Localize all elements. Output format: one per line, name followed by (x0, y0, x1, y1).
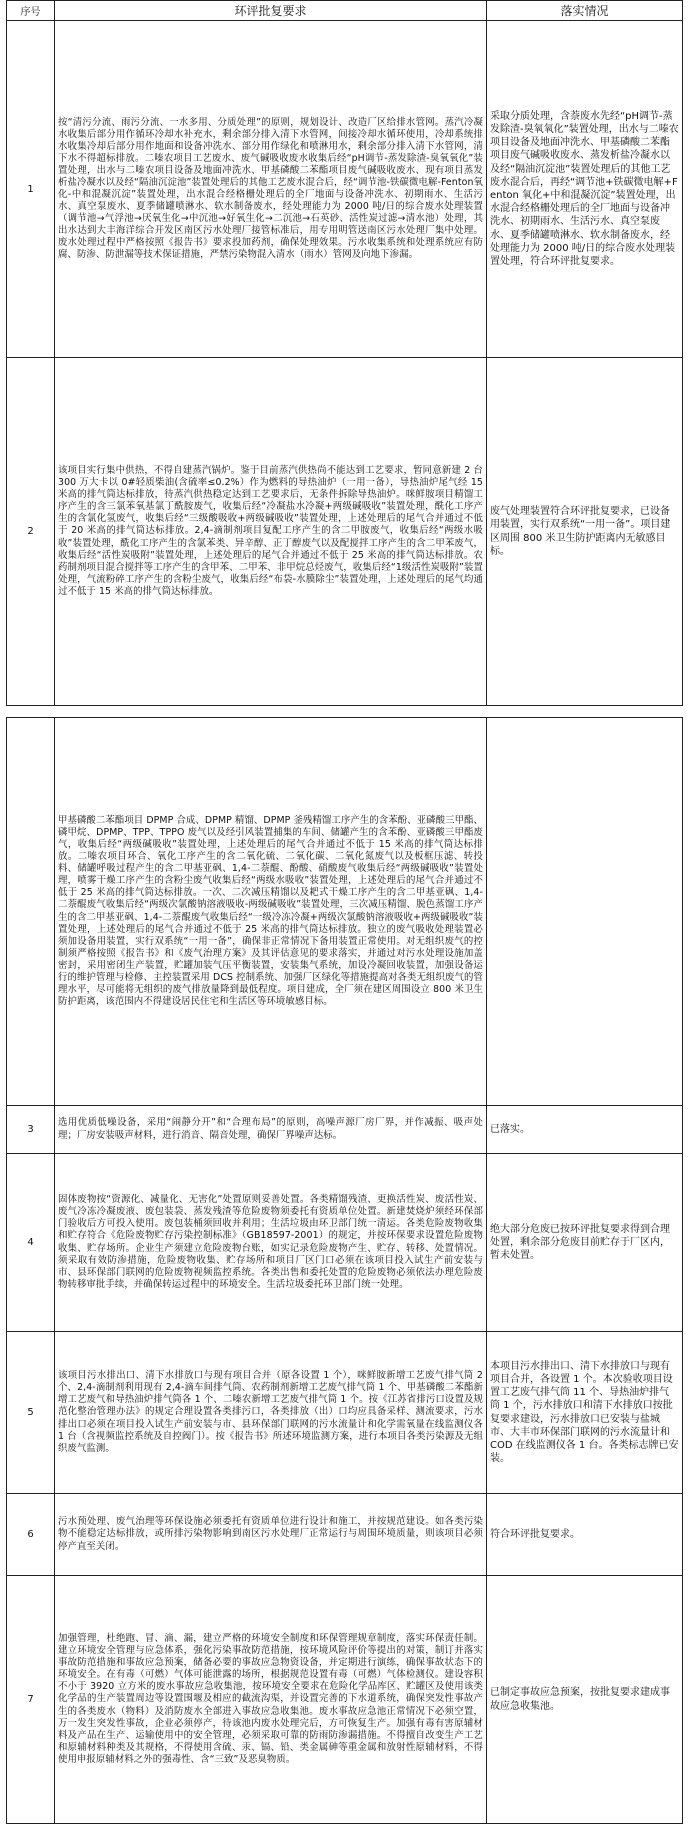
requirement-cell (55, 1576, 487, 1824)
implementation-text: 废气处理装置符合环评批复要求，已设备用装置，实行双系统“一用一备”。项目建区周围 800 米卫生防护距离内无敏感目标。 (490, 506, 671, 557)
requirement-cell (55, 718, 487, 1106)
table-row (7, 1494, 683, 1576)
implementation-text: 已制定事故应急预案，按批复要求建成事故应急收集池。 (490, 1687, 670, 1712)
table-row (7, 1106, 683, 1154)
implementation-text: 本项目污水排出口、清下水排放口与现有项目合并，各设置 1 个。本次验收项目设置工艺废气排气筒 11 个、导热油炉排气筒 1 个，污水排放口和清下水排放口按批复要求建设，污水排放口已安装与盐城市、大丰市环保部门联网的污水流量计和 COD 在线监测仪各 1 台。各类标志牌已安装。 (490, 1360, 679, 1465)
implementation-cell (487, 1154, 683, 1332)
implementation-text: 采取分质处理，含萘废水先经“pH调节-蒸发除渣-臭氧氧化”装置处理，出水与二嗪农项目设备及地面冲洗水、甲基磷酸二苯酯项目废气碱吸收废水、蒸发析盐冷凝水以及经“隔油沉淀池”装置处理后的其他工艺废水混合后，再经“调节池+铁碳微电解+Fenton 氧化+中和混凝沉淀”装置处理，出水混合经格栅处理后的全厂地面与设备冲洗水、初期雨水、生活污水、真空泵废水、夏季储罐喷淋水、软水制备废水，经处理能力为 2000 吨/日的综合废水处理装置处理，符合环评批复要求。 (490, 110, 679, 267)
header-implementation: 落实情况 (487, 1, 683, 21)
row-number: 5 (7, 1332, 55, 1494)
requirement-text: 固体废物按“资源化、减量化、无害化”处置原则妥善处置。各类精馏残渣、更换活性炭、废活性炭、废气冷冻冷凝废液、废包装袋、蒸发残渣等危险废物须委托有资质单位处置。新建焚烧炉须经环保部门验收后方可投入使用。废包装桶须回收并利用；生活垃圾由环卫部门统一清运。各类危险废物收集和贮存符合《危险废物贮存污染控制标准》（GB18597-2001）的规定，并按环保要求设置危险废物收集、贮存场所。企业生产须建立危险废物台账，如实记录危险废物产生、贮存、转移、处置情况。须采取有效防渗措施，危险废物收集、贮存场所和项目厂区门口必须在该项目投入试生产前安装与市、县环保部门联网的危险废物视频监控系统。各类出售和委托处置的危险废物必须依法办理危险废物转移审批手续，并确保转运过程中的环境安全。生活垃圾委托环卫部门统一处理。 (58, 1194, 483, 1290)
implementation-text: 已落实。 (490, 1123, 530, 1135)
implementation-cell (487, 1576, 683, 1824)
row-number: 3 (7, 1106, 55, 1154)
requirement-text: 加强管理，杜绝跑、冒、滴、漏，建立严格的环境安全制度和环保管理规章制度，落实环保责任制。建立环境安全管理与应急体系，强化污染事故防范措施，按环境风险评价等提出的对策，制订并落实事故防范措施和事故应急预案，储备必要的事故应急物资设备，并定期进行演练，确保事故状态下的环境安全。在有毒（可燃）气体可能泄露的场所，根据规范设置有毒（可燃）气体检测仪。建设容积不小于 3920 立方米的废水事故应急收集池，按环境安全要求在危险化学品库区、贮罐区及使用该类化学品的生产装置周边等设置围堰及相应的截流沟渠，并设置完善的下水道系统，确保突发性事故产生的各类废水（物料）及消防废水全部进入事故应急收集池。废水事故应急池正常情况下必须空置，万一发生突发性事故，企业必须停产，待该池内废水处理完后，方可恢复生产。加强有毒有害原辅材料及产品在生产、运输使用中的安全管理，必须采取可靠的防雨防渗漏措施。不得擅自改变生产工艺和原辅材料种类及其规格，不得使用含硫、汞、镉、铅、类金属砷等重金属和放射性原辅材料，不得使用申报原辅材料之外的强毒性、含“三致”及恶臭物质。 (58, 1633, 483, 1765)
row-number: 1 (7, 21, 55, 358)
table-row (7, 1154, 683, 1332)
approval-table (6, 0, 683, 1824)
requirement-cell (55, 1332, 487, 1494)
requirement-cell (55, 358, 487, 706)
requirement-cell (55, 1106, 487, 1154)
implementation-cell (487, 718, 683, 1106)
table-row (7, 1332, 683, 1494)
header-requirements: 环评批复要求 (55, 1, 487, 21)
requirement-cell (55, 1154, 487, 1332)
row-number: 7 (7, 1576, 55, 1824)
implementation-cell (487, 358, 683, 706)
implementation-cell (487, 1332, 683, 1494)
table-header-row (7, 1, 683, 21)
requirement-text: 甲基磷酸二苯酯项目 DPMP 合成、DPMP 精馏、DPMP 釜残精馏工序产生的含苯酚、亚磷酸三甲酯、磷甲烷、DPMP、TPP、TPPO 废气以及经引风装置捕集的车间、储罐产生的含苯酚、亚磷酸三甲酯废气，收集后经“两级碱吸收”装置处理，上述处理后的尾气合并通过不低于 15 米高的排气筒达标排放。二嗪农项目环合、氧化工序产生的含二氧化硫、二氧化碳、二氧化氮废气以及板框压滤、转投料、储罐呼吸过程产生的含二甲基亚砜、1,4-二萘醌、酚酸、硝酸废气收集后经“两级碱吸收”装置处理，喷雾干燥工序产生的含粉尘废气收集后经“两级水吸收”装置处理，上述处理后的尾气合并通过不低于 25 米高的排气筒达标排放。一次、二次减压精馏以及耙式干燥工序产生的含二甲基亚砜、1,4-二萘醌废气收集后经“两级次氯酸钠溶液吸收-两级碱吸收”装置处理，三次减压精馏、脱色蒸馏工序产生的含二甲基亚砜、1,4-二萘醌废气收集后经“一级冷冻冷凝+两级次氯酸钠溶液吸收+两级碱吸收”装置处理，上述处理后的尾气合并通过不低于 25 米高的排气筒达标排放。独立的废气吸收处理装置必须加设备用装置，实行双系统“一用一备”，确保非正常情况下备用装置正常使用。对无组织废气的控制须严格按照《报告书》和《废气治理方案》及其评估意见的要求落实，并通过对污水处理设施加盖密封，采用密闭生产装置，贮罐加装气压平衡装置，安装集气系统，加设冷凝回收装置，加强设备运行的维护管理与检修、主控装置采用 DCS 控制系统、加强厂区绿化等措施提高对各类无组织废气的管理水平，尽可能将无组织的废气排放量降到最低程度。项目建成，全厂须在建区周围设立 800 米卫生防护距离，该范围内不得建设居民住宅和生活区等环境敏感目标。 (58, 815, 483, 1007)
implementation-text: 绝大部分危废已按环评批复要求得到合理处置，剩余部分危废目前贮存于厂区内，暂未处置。 (490, 1223, 670, 1262)
requirement-text: 该项目实行集中供热，不得自建蒸汽锅炉。鉴于目前蒸汽供热尚不能达到工艺要求，暂同意新建 2 台 300 万大卡以 0#轻质柴油(含硫率≤0.2%）作为燃料的导热油炉（一用一备），导热油炉尾气经 15 米高的排气筒达标排放，待蒸汽供热稳定达到工艺要求后，无条件拆除导热油炉。咪鲜胺项目精馏工序产生的含三氯苯氧基氯丁酰胺废气，收集后经“冷凝盐水冷凝+两级碱吸收”装置处理，酰化工序产生的含氯化氢废气，收集后经“三级酸吸收+两级碱吸收”装置处理，上述处理后的尾气合并通过不低于 20 米高的排气筒达标排放。2,4-滴制剂项目复配工序产生的含二甲胺废气，收集后经“两级水吸收”装置处理，酰化工序产生的含氯苯类、异辛醇、正丁醇废气以及配搅拌工序产生的含二甲苯废气，收集后经“活性炭吸附”装置处理，上述处理后的尾气合并通过不低于 25 米高的排气筒达标排放。农药制剂项目混合搅拌等工序产生的含甲苯、二甲苯、非甲烷总烃废气，收集后经“1级活性炭吸附”装置处理，气流粉碎工序产生的含粉尘废气，收集后经“布袋-水膜除尘”装置处理，上述处理后的尾气均通过不低于 15 米高的排气筒达标排放。 (58, 465, 483, 597)
requirement-text: 该项目污水排出口、清下水排放口与现有项目合并（原各设置 1 个），咪鲜胺新增工艺废气排气筒 2 个、2,4-滴制剂利用现有 2,4-滴车间排气筒、农药制剂新增工艺废气排气筒 1 个、甲基磷酸二苯酯新增工艺废气和导热油炉排气筒各 1 个、二嗪农新增工艺废气排气筒 1 个。按《江苏省排污口设置及规范化整治管理办法》的规定合理设置各类排污口，各类排放（出）口均应具备采样、测流要求，污水排出口必须在项目投入试生产前安装与市、县环保部门联网的污水流量计和化学需氧量在线监测仪各 1 台（含视频监控系统及自控阀门）。按《报告书》所述环境监测方案，进行本项目各类污染源及无组织废气监测。 (58, 1370, 483, 1454)
table-row (7, 358, 683, 706)
row-number (7, 718, 55, 1106)
table-row (7, 1576, 683, 1824)
requirement-text: 污水预处理、废气治理等环保设施必须委托有资质单位进行设计和施工，并按规范建设。如各类污染物不能稳定达标排放，或所排污染物影响到南区污水处理厂正常运行与周围环境质量，则该项目必须停产直至关闭。 (58, 1516, 483, 1552)
requirement-text: 按“清污分流、雨污分流、一水多用、分质处理”的原则，规划设计、改造厂区给排水管网。蒸汽冷凝水收集后部分用作循环冷却水补充水，剩余部分排入清下水管网，间接冷却水循环使用，冷却系统排水收集冷却后部分用作地面和设备冲洗水、部分用作绿化和喷淋用水，剩余部分排入清下水管网，清下水不得超标排放。二嗪农项目工艺废水、废气碱吸收废水收集后经“pH调节-蒸发除渣-臭氧氧化”装置处理，出水与二嗪农项目设备及地面冲洗水、甲基磷酸二苯酯项目废气碱吸收废水、现有项目蒸发析盐冷凝水以及经“隔油沉淀池”装置处理后的其他工艺废水混合后，经“调节池-铁碳微电解-Fenton氧化-中和混凝沉淀”装置处理，出水混合经格栅处理后的全厂地面与设备冲洗水、初期雨水、生活污水、真空泵废水、夏季储罐喷淋水、软水制备废水，经处理能力为 2000 吨/日的综合废水处理装置（调节池→气浮池→厌氧生化→中沉池→好氧生化→二沉池→石英砂、活性炭过滤→清水池）处理，其出水达到大丰海洋综合开发区南区污水处理厂接管标准后，用专用明管送南区污水处理厂集中处理。废水处理过程中严格按照《报告书》要求投加药剂，确保处理效果。污水收集系统和处理系统应有防腐、防渗、防泄漏等技术保证措施，严禁污染物混入清水（雨水）管网及向地下渗漏。 (58, 116, 483, 261)
implementation-text: 符合环评批复要求。 (490, 1528, 580, 1540)
implementation-cell (487, 21, 683, 358)
row-number: 6 (7, 1494, 55, 1576)
requirement-text: 选用优质低噪设备，采用“闹静分开”和“合理布局”的原则，高噪声源厂房厂界，并作减振、吸声处理；厂房安装吸声材料，进行消音、隔音处理，确保厂界噪声达标。 (58, 1117, 483, 1141)
row-number: 2 (7, 358, 55, 706)
requirement-cell (55, 1494, 487, 1576)
page-break-gap (7, 706, 683, 718)
table-row (7, 21, 683, 358)
row-number: 4 (7, 1154, 55, 1332)
table-row (7, 718, 683, 1106)
header-no: 序号 (7, 1, 55, 21)
implementation-cell (487, 1494, 683, 1576)
implementation-cell (487, 1106, 683, 1154)
requirement-cell (55, 21, 487, 358)
